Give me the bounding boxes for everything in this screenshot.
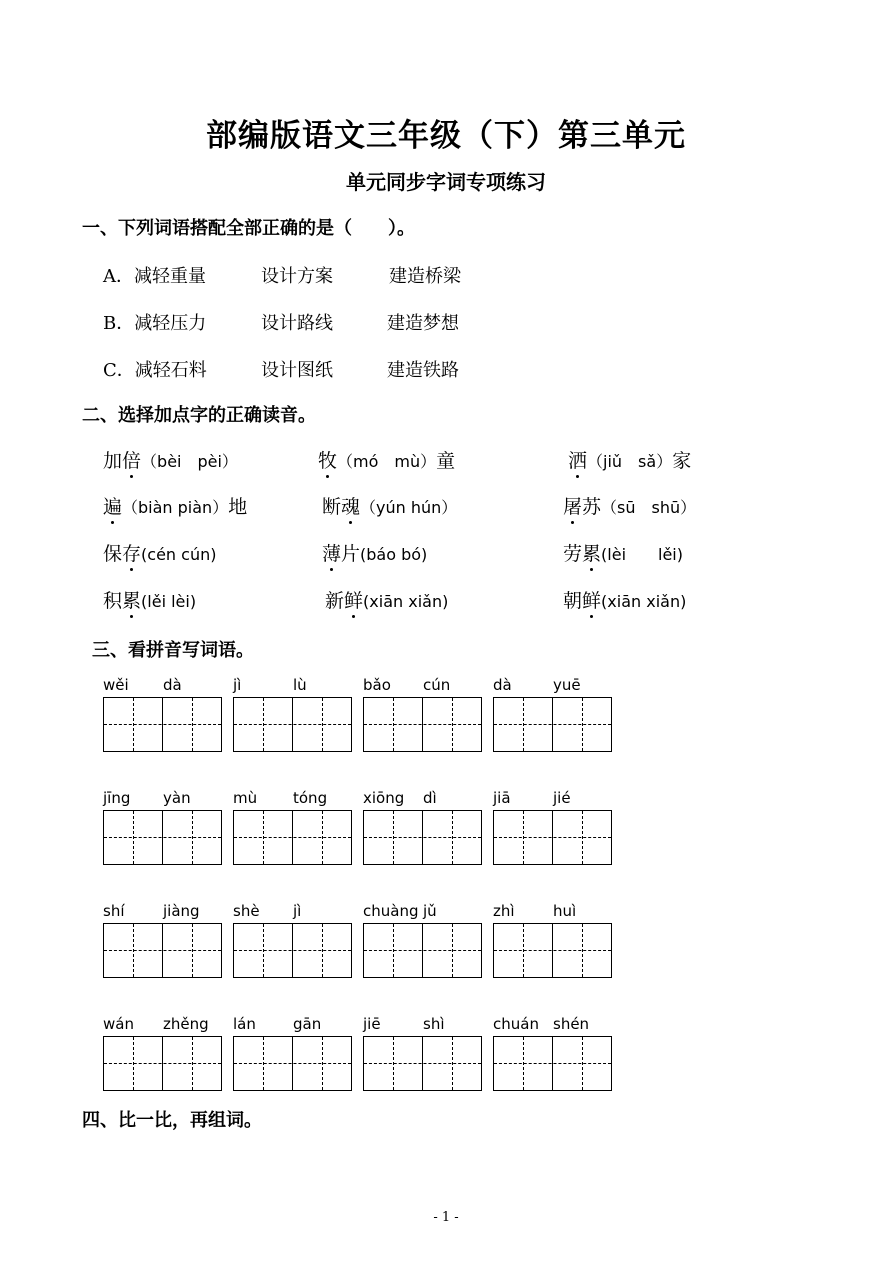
pinyin-syllable: wěi (103, 676, 129, 694)
option-word-b: 设计路线 (261, 313, 333, 334)
tianzige-writing-box[interactable] (103, 1036, 222, 1091)
word-writing-group (363, 1015, 482, 1089)
pinyin-syllable: gān (293, 1015, 322, 1033)
pinyin-syllable: shí (103, 902, 125, 920)
page-title: 部编版语文三年级（下）第三单元 (206, 118, 686, 154)
pinyin-choices: (cén cún) (141, 545, 217, 564)
pinyin-choices: （sū shū） (601, 498, 697, 517)
char: 加 (103, 450, 123, 472)
tianzige-writing-box[interactable] (233, 1036, 352, 1091)
word-writing-group (103, 676, 222, 750)
word-writing-group (103, 789, 222, 863)
word-writing-group (233, 789, 352, 863)
grid-guide-line (104, 837, 221, 838)
page-subtitle: 单元同步字词专项练习 (346, 170, 546, 194)
dotted-char: 累 (122, 586, 141, 613)
grid-guide-line (494, 837, 611, 838)
grid-guide-line (364, 950, 481, 951)
pinyin-syllable: wán (103, 1015, 134, 1033)
word-writing-group (363, 676, 482, 750)
pinyin-choices: （biàn piàn） (122, 498, 229, 517)
tianzige-writing-box[interactable] (363, 810, 482, 865)
option-word-c: 建造梦想 (387, 313, 459, 334)
reading-item (103, 446, 238, 473)
word-writing-group (103, 902, 222, 976)
option-word-b: 设计方案 (261, 266, 333, 287)
pinyin-choices: （bèi pèi） (141, 452, 238, 471)
pinyin-syllable: yàn (163, 789, 191, 807)
pinyin-syllable: lán (233, 1015, 256, 1033)
word-writing-group (363, 902, 482, 976)
option-word-c: 建造铁路 (387, 360, 459, 381)
reading-item (563, 492, 696, 519)
pinyin-choices: （mó mù） (337, 452, 437, 471)
pinyin-choices: (lèi lěi) (601, 545, 683, 564)
q3-heading: 三、看拼音写词语。 (92, 640, 254, 661)
pinyin-syllable: dì (423, 789, 437, 807)
grid-guide-line (364, 724, 481, 725)
dotted-char: 鲜 (582, 586, 601, 613)
option-label: A．减轻重量 (103, 266, 206, 287)
char: 保 (103, 543, 123, 565)
char: 断 (322, 496, 342, 518)
dotted-char: 遍 (103, 492, 122, 519)
grid-guide-line (234, 1063, 351, 1064)
dotted-char: 累 (582, 539, 601, 566)
pinyin-syllable: jīng (103, 789, 131, 807)
grid-guide-line (234, 950, 351, 951)
pinyin-syllable: lù (293, 676, 307, 694)
char: 苏 (582, 496, 602, 518)
pinyin-choices: (lěi lèi) (141, 592, 197, 611)
reading-item (318, 446, 455, 473)
pinyin-syllable: xiōng (363, 789, 405, 807)
pinyin-syllable: chuán (493, 1015, 539, 1033)
reading-item (322, 539, 427, 566)
pinyin-syllable: dà (163, 676, 182, 694)
dotted-char: 薄 (322, 539, 341, 566)
tianzige-writing-box[interactable] (493, 810, 612, 865)
word-writing-group (233, 676, 352, 750)
dotted-char: 存 (122, 539, 141, 566)
grid-guide-line (104, 1063, 221, 1064)
reading-item (568, 446, 691, 473)
dotted-char: 鲜 (344, 586, 363, 613)
tianzige-writing-box[interactable] (493, 923, 612, 978)
tianzige-writing-box[interactable] (233, 810, 352, 865)
char: 童 (436, 450, 456, 472)
word-writing-group (233, 1015, 352, 1089)
tianzige-writing-box[interactable] (363, 1036, 482, 1091)
word-writing-group (493, 1015, 612, 1089)
reading-item (103, 586, 196, 613)
dotted-char: 牧 (318, 446, 337, 473)
pinyin-choices: (báo bó) (360, 545, 428, 564)
pinyin-syllable: chuàng (363, 902, 419, 920)
word-writing-group (493, 789, 612, 863)
pinyin-syllable: zhěng (163, 1015, 209, 1033)
grid-guide-line (494, 950, 611, 951)
pinyin-syllable: dà (493, 676, 512, 694)
tianzige-writing-box[interactable] (233, 697, 352, 752)
pinyin-choices: (xiān xiǎn) (363, 592, 449, 611)
pinyin-syllable: shè (233, 902, 260, 920)
pinyin-syllable: zhì (493, 902, 515, 920)
reading-item (103, 539, 216, 566)
char: 积 (103, 590, 123, 612)
grid-guide-line (104, 724, 221, 725)
tianzige-writing-box[interactable] (493, 1036, 612, 1091)
pinyin-syllable: shén (553, 1015, 590, 1033)
tianzige-writing-box[interactable] (363, 697, 482, 752)
reading-item (103, 492, 247, 519)
pinyin-syllable: yuē (553, 676, 581, 694)
pinyin-syllable: bǎo (363, 676, 391, 694)
tianzige-writing-box[interactable] (103, 810, 222, 865)
pinyin-syllable: jiā (493, 789, 511, 807)
grid-guide-line (234, 837, 351, 838)
pinyin-syllable: tóng (293, 789, 328, 807)
char: 地 (228, 496, 248, 518)
option-label: C．减轻石料 (103, 360, 207, 381)
char: 朝 (563, 590, 583, 612)
char: 片 (341, 543, 361, 565)
char: 新 (325, 590, 345, 612)
option-label: B．减轻压力 (103, 313, 207, 334)
reading-item (325, 586, 448, 613)
pinyin-syllable: jì (233, 676, 242, 694)
reading-item (563, 539, 683, 566)
reading-item (563, 586, 686, 613)
page-number: - 1 - (433, 1210, 459, 1225)
pinyin-syllable: mù (233, 789, 258, 807)
pinyin-syllable: jiē (363, 1015, 381, 1033)
word-writing-group (493, 902, 612, 976)
word-writing-group (493, 676, 612, 750)
grid-guide-line (494, 1063, 611, 1064)
pinyin-syllable: shì (423, 1015, 445, 1033)
dotted-char: 屠 (563, 492, 582, 519)
tianzige-writing-box[interactable] (233, 923, 352, 978)
dotted-char: 魂 (341, 492, 360, 519)
q4-heading: 四、比一比，再组词。 (82, 1110, 262, 1131)
tianzige-writing-box[interactable] (103, 697, 222, 752)
char: 家 (672, 450, 692, 472)
tianzige-writing-box[interactable] (103, 923, 222, 978)
tianzige-writing-box[interactable] (493, 697, 612, 752)
q2-heading: 二、选择加点字的正确读音。 (82, 405, 316, 426)
q1-heading: 一、下列词语搭配全部正确的是（ ）。 (82, 218, 415, 239)
dotted-char: 洒 (568, 446, 587, 473)
pinyin-syllable: jiàng (163, 902, 200, 920)
word-writing-group (103, 1015, 222, 1089)
grid-guide-line (104, 950, 221, 951)
pinyin-syllable: jǔ (423, 902, 437, 920)
char: 劳 (563, 543, 583, 565)
dotted-char: 倍 (122, 446, 141, 473)
word-writing-group (233, 902, 352, 976)
reading-item (322, 492, 457, 519)
pinyin-syllable: huì (553, 902, 577, 920)
word-writing-group (363, 789, 482, 863)
pinyin-syllable: cún (423, 676, 451, 694)
option-word-b: 设计图纸 (261, 360, 333, 381)
tianzige-writing-box[interactable] (363, 923, 482, 978)
pinyin-choices: （jiǔ sǎ） (587, 452, 673, 471)
grid-guide-line (494, 724, 611, 725)
grid-guide-line (364, 1063, 481, 1064)
pinyin-choices: (xiān xiǎn) (601, 592, 687, 611)
pinyin-syllable: jié (553, 789, 571, 807)
option-word-c: 建造桥梁 (389, 266, 461, 287)
pinyin-syllable: jì (293, 902, 302, 920)
grid-guide-line (234, 724, 351, 725)
grid-guide-line (364, 837, 481, 838)
pinyin-choices: （yún hún） (360, 498, 458, 517)
